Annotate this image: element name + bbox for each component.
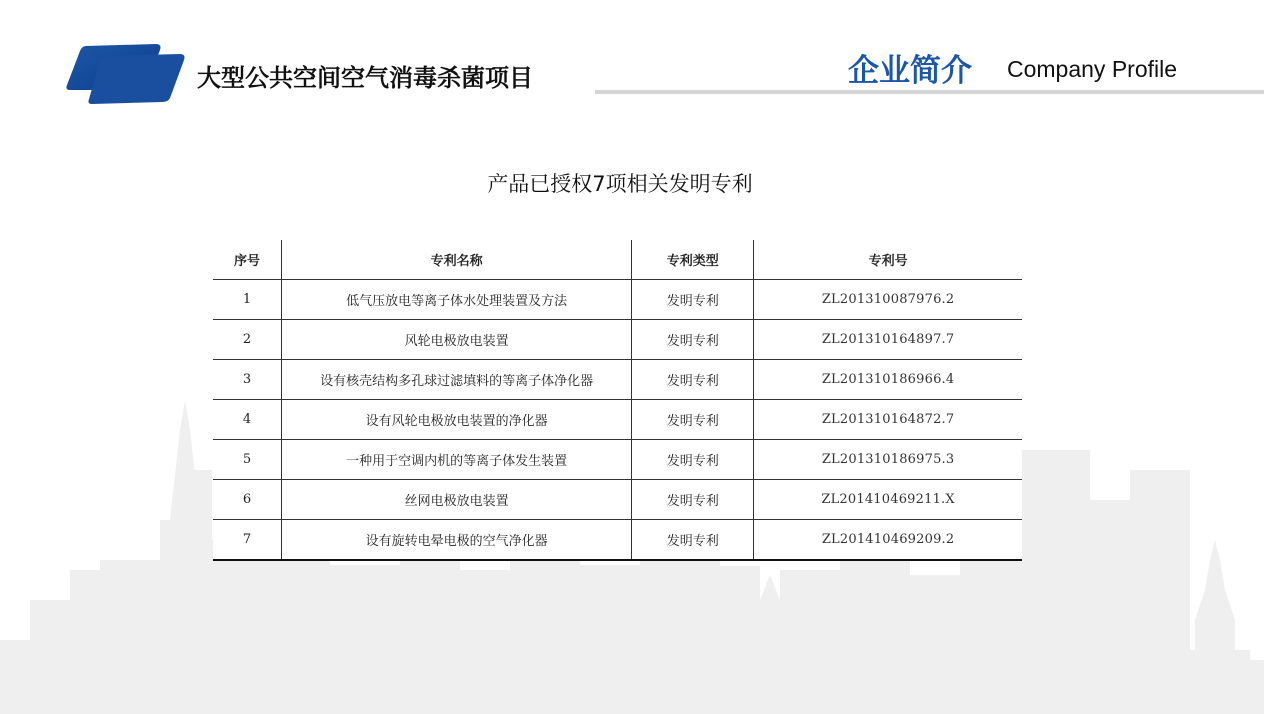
cell-no: 3	[213, 360, 281, 400]
cell-name: 一种用于空调内机的等离子体发生装置	[281, 440, 631, 480]
cell-type: 发明专利	[632, 440, 754, 480]
table-row	[213, 520, 1022, 561]
table-row	[213, 440, 1022, 480]
table-row	[213, 360, 1022, 400]
header-divider	[595, 90, 1264, 94]
cell-type: 发明专利	[632, 360, 754, 400]
cell-number: ZL201410469209.2	[754, 520, 1022, 561]
cell-name: 设有旋转电晕电极的空气净化器	[281, 520, 631, 561]
column-header-number: 专利号	[754, 240, 1022, 280]
cell-name: 设有核壳结构多孔球过滤填料的等离子体净化器	[281, 360, 631, 400]
cell-type: 发明专利	[632, 520, 754, 561]
cell-number: ZL201310164897.7	[754, 320, 1022, 360]
parallelogram-logo-icon	[64, 42, 188, 106]
cell-name: 设有风轮电极放电装置的净化器	[281, 400, 631, 440]
table-row	[213, 400, 1022, 440]
cell-no: 5	[213, 440, 281, 480]
cell-name: 低气压放电等离子体水处理装置及方法	[281, 280, 631, 320]
section-title: 企业简介	[848, 53, 972, 89]
cell-no: 1	[213, 280, 281, 320]
table-row	[213, 280, 1022, 320]
section-subtitle: Company Profile	[1007, 56, 1178, 82]
cell-no: 4	[213, 400, 281, 440]
cell-name: 风轮电极放电装置	[281, 320, 631, 360]
patent-table	[213, 240, 1022, 561]
cell-name: 丝网电极放电装置	[281, 480, 631, 520]
column-header-no: 序号	[213, 240, 281, 280]
cell-no: 6	[213, 480, 281, 520]
table-row	[213, 480, 1022, 520]
cell-type: 发明专利	[632, 280, 754, 320]
cell-number: ZL201310164872.7	[754, 400, 1022, 440]
cell-no: 2	[213, 320, 281, 360]
cell-number: ZL201410469211.X	[754, 480, 1022, 520]
cell-type: 发明专利	[632, 320, 754, 360]
project-title: 大型公共空间空气消毒杀菌项目	[197, 64, 533, 92]
column-header-name: 专利名称	[281, 240, 631, 280]
content-heading: 产品已授权7项相关发明专利	[487, 172, 753, 196]
table-row	[213, 320, 1022, 360]
cell-type: 发明专利	[632, 400, 754, 440]
cell-number: ZL201310186975.3	[754, 440, 1022, 480]
cell-number: ZL201310087976.2	[754, 280, 1022, 320]
cell-no: 7	[213, 520, 281, 561]
cell-number: ZL201310186966.4	[754, 360, 1022, 400]
cell-type: 发明专利	[632, 480, 754, 520]
table-header-row	[213, 240, 1022, 280]
column-header-type: 专利类型	[632, 240, 754, 280]
